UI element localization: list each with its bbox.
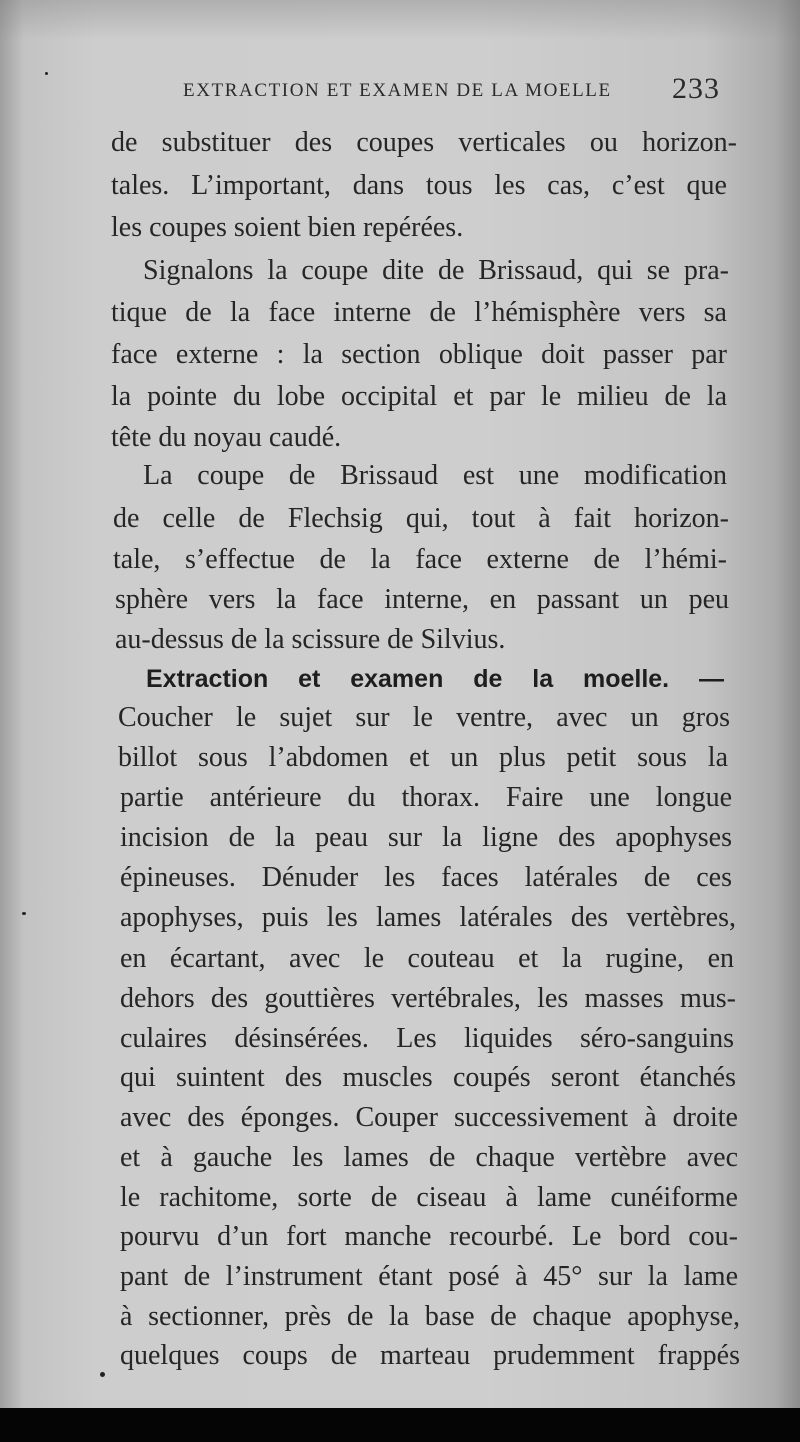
text-line: de celle de Flechsig qui, tout à fait horizon- — [113, 503, 729, 534]
text-line: la pointe du lobe occipital et par le milieu de la — [111, 381, 727, 412]
text-line: sphère vers la face interne, en passant un peu — [115, 584, 729, 615]
text-line: au-dessus de la scissure de Silvius. — [115, 624, 506, 655]
text-line: à sectionner, près de la base de chaque apophyse, — [120, 1301, 740, 1332]
print-speck — [100, 1372, 105, 1377]
running-head: EXTRACTION ET EXAMEN DE LA MOELLE — [183, 80, 612, 101]
section-heading: Extraction et examen de la moelle. — — [146, 665, 724, 693]
page-header — [0, 70, 800, 114]
text-line: La coupe de Brissaud est une modification — [143, 460, 727, 491]
text-line: partie antérieure du thorax. Faire une longue — [120, 782, 732, 813]
text-line: tale, s’effectue de la face externe de l’hémi- — [113, 544, 727, 575]
text-line: quelques coups de marteau prudemment frappés — [120, 1340, 740, 1371]
text-line: tête du noyau caudé. — [111, 422, 342, 453]
text-line: face externe : la section oblique doit passer par — [111, 339, 727, 370]
text-line: le rachitome, sorte de ciseau à lame cunéiforme — [120, 1182, 738, 1213]
text-line: dehors des gouttières vertébrales, les masses mus- — [120, 983, 736, 1014]
text-line: tique de la face interne de l’hémisphère vers sa — [111, 297, 727, 328]
text-line: culaires désinsérées. Les liquides séro-sanguins — [120, 1023, 734, 1054]
text-line: Coucher le sujet sur le ventre, avec un gros — [118, 702, 730, 733]
page-top-shadow — [0, 0, 800, 40]
text-line: qui suintent des muscles coupés seront étanchés — [120, 1062, 736, 1093]
print-speck — [45, 72, 48, 75]
text-line: tales. L’important, dans tous les cas, c’est que — [111, 170, 727, 201]
text-line: en écartant, avec le couteau et la rugine, en — [120, 943, 734, 974]
text-line: et à gauche les lames de chaque vertèbre avec — [120, 1142, 738, 1173]
text-line: épineuses. Dénuder les faces latérales de ces — [120, 862, 732, 893]
page-number: 233 — [672, 72, 720, 105]
text-line: apophyses, puis les lames latérales des vertèbres, — [120, 902, 736, 933]
text-line: pant de l’instrument étant posé à 45° sur la lame — [120, 1261, 738, 1292]
text-line: de substituer des coupes verticales ou horizon- — [111, 127, 737, 158]
text-line: billot sous l’abdomen et un plus petit sous la — [118, 742, 728, 773]
print-speck — [22, 912, 26, 915]
text-line: Signalons la coupe dite de Brissaud, qui se pra- — [143, 255, 729, 286]
text-line: les coupes soient bien repérées. — [111, 212, 464, 243]
text-line: incision de la peau sur la ligne des apophyses — [120, 822, 732, 853]
text-line: pourvu d’un fort manche recourbé. Le bord cou- — [120, 1221, 738, 1252]
scan-bottom-edge — [0, 1408, 800, 1442]
text-line: avec des éponges. Couper successivement à droite — [120, 1102, 738, 1133]
